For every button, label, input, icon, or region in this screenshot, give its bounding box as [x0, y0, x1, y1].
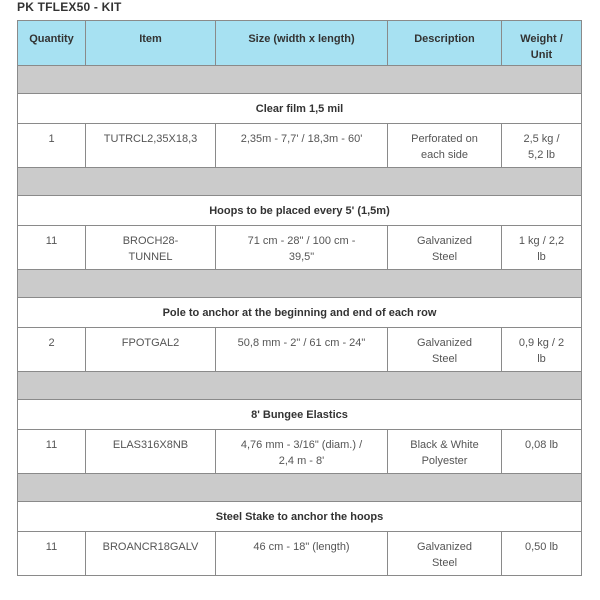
quantity-cell: 11: [18, 226, 86, 270]
item-line1: TUTRCL2,35X18,3: [103, 133, 198, 145]
size-line1: 50,8 mm - 2" / 61 cm - 24": [237, 337, 366, 349]
header-row: [18, 21, 582, 66]
weight-line1: 0,9 kg / 2: [518, 337, 565, 349]
description-line1: Black & White: [410, 439, 479, 451]
description-line1: Perforated on: [411, 133, 478, 145]
size-line1: 46 cm - 18" (length): [253, 541, 350, 553]
size-cell: [216, 226, 388, 270]
size-line2: 39,5": [288, 251, 315, 263]
weight-line1: 0,08 lb: [524, 439, 559, 451]
weight-line2: lb: [537, 251, 546, 263]
header-quantity: Quantity: [18, 21, 86, 66]
separator-row: [18, 372, 582, 400]
table-row: [18, 124, 582, 168]
size-cell: [216, 124, 388, 168]
description-line2: Polyester: [421, 455, 468, 467]
item-line1: FPOTGAL2: [121, 337, 180, 349]
quantity-cell: 11: [18, 430, 86, 474]
size-line1: 71 cm - 28" / 100 cm -: [247, 235, 356, 247]
description-cell: [388, 430, 502, 474]
section-title: Steel Stake to anchor the hoops: [18, 502, 582, 532]
quantity-cell: 1: [18, 124, 86, 168]
item-line1: BROANCR18GALV: [102, 541, 199, 553]
section-title-row: [18, 94, 582, 124]
size-cell: [216, 532, 388, 576]
description-line2: Steel: [431, 251, 458, 263]
item-line1: BROCH28-: [122, 235, 179, 247]
separator-cell: [18, 168, 582, 196]
item-cell: [86, 226, 216, 270]
table-row: [18, 430, 582, 474]
header-weight-line2: Unit: [530, 49, 553, 61]
header-weight: [502, 21, 582, 66]
weight-line1: 2,5 kg /: [523, 133, 560, 145]
description-cell: [388, 532, 502, 576]
size-line1: 2,35m - 7,7' / 18,3m - 60': [240, 133, 363, 145]
description-line2: Steel: [431, 353, 458, 365]
quantity-cell: 2: [18, 328, 86, 372]
section-title: Pole to anchor at the beginning and end of each row: [18, 298, 582, 328]
size-line1: 4,76 mm - 3/16" (diam.) /: [240, 439, 363, 451]
section-title: 8' Bungee Elastics: [18, 400, 582, 430]
item-line1: ELAS316X8NB: [112, 439, 189, 451]
description-line2: Steel: [431, 557, 458, 569]
item-cell: [86, 124, 216, 168]
section-title-row: [18, 196, 582, 226]
table-row: [18, 532, 582, 576]
description-cell: [388, 226, 502, 270]
section-title-row: [18, 298, 582, 328]
weight-line1: 0,50 lb: [524, 541, 559, 553]
table-row: [18, 226, 582, 270]
item-cell: [86, 328, 216, 372]
section-title: Clear film 1,5 mil: [18, 94, 582, 124]
header-item: Item: [86, 21, 216, 66]
description-line2: each side: [420, 149, 469, 161]
item-line2: TUNNEL: [128, 251, 173, 263]
separator-row: [18, 168, 582, 196]
description-line1: Galvanized: [416, 337, 473, 349]
section-title: Hoops to be placed every 5' (1,5m): [18, 196, 582, 226]
description-line1: Galvanized: [416, 541, 473, 553]
header-description: Description: [388, 21, 502, 66]
header-weight-line1: Weight /: [520, 33, 563, 45]
size-cell: [216, 430, 388, 474]
table-row: [18, 328, 582, 372]
separator-cell: [18, 270, 582, 298]
separator-cell: [18, 372, 582, 400]
weight-line2: 5,2 lb: [528, 149, 555, 161]
header-size: Size (width x length): [216, 21, 388, 66]
section-title-row: [18, 502, 582, 532]
separator-cell: [18, 66, 582, 94]
quantity-cell: 11: [18, 532, 86, 576]
separator-row: [18, 66, 582, 94]
weight-cell: [502, 430, 582, 474]
weight-cell: [502, 226, 582, 270]
description-line1: Galvanized: [416, 235, 473, 247]
description-cell: [388, 328, 502, 372]
weight-line1: 1 kg / 2,2: [518, 235, 565, 247]
weight-line2: lb: [537, 353, 546, 365]
weight-cell: [502, 532, 582, 576]
separator-row: [18, 474, 582, 502]
item-cell: [86, 532, 216, 576]
weight-cell: [502, 124, 582, 168]
separator-row: [18, 270, 582, 298]
kit-title: PK TFLEX50 - KIT: [17, 0, 122, 14]
kit-table: [17, 20, 582, 576]
description-cell: [388, 124, 502, 168]
separator-cell: [18, 474, 582, 502]
size-line2: 2,4 m - 8': [278, 455, 325, 467]
section-title-row: [18, 400, 582, 430]
item-cell: [86, 430, 216, 474]
size-cell: [216, 328, 388, 372]
weight-cell: [502, 328, 582, 372]
